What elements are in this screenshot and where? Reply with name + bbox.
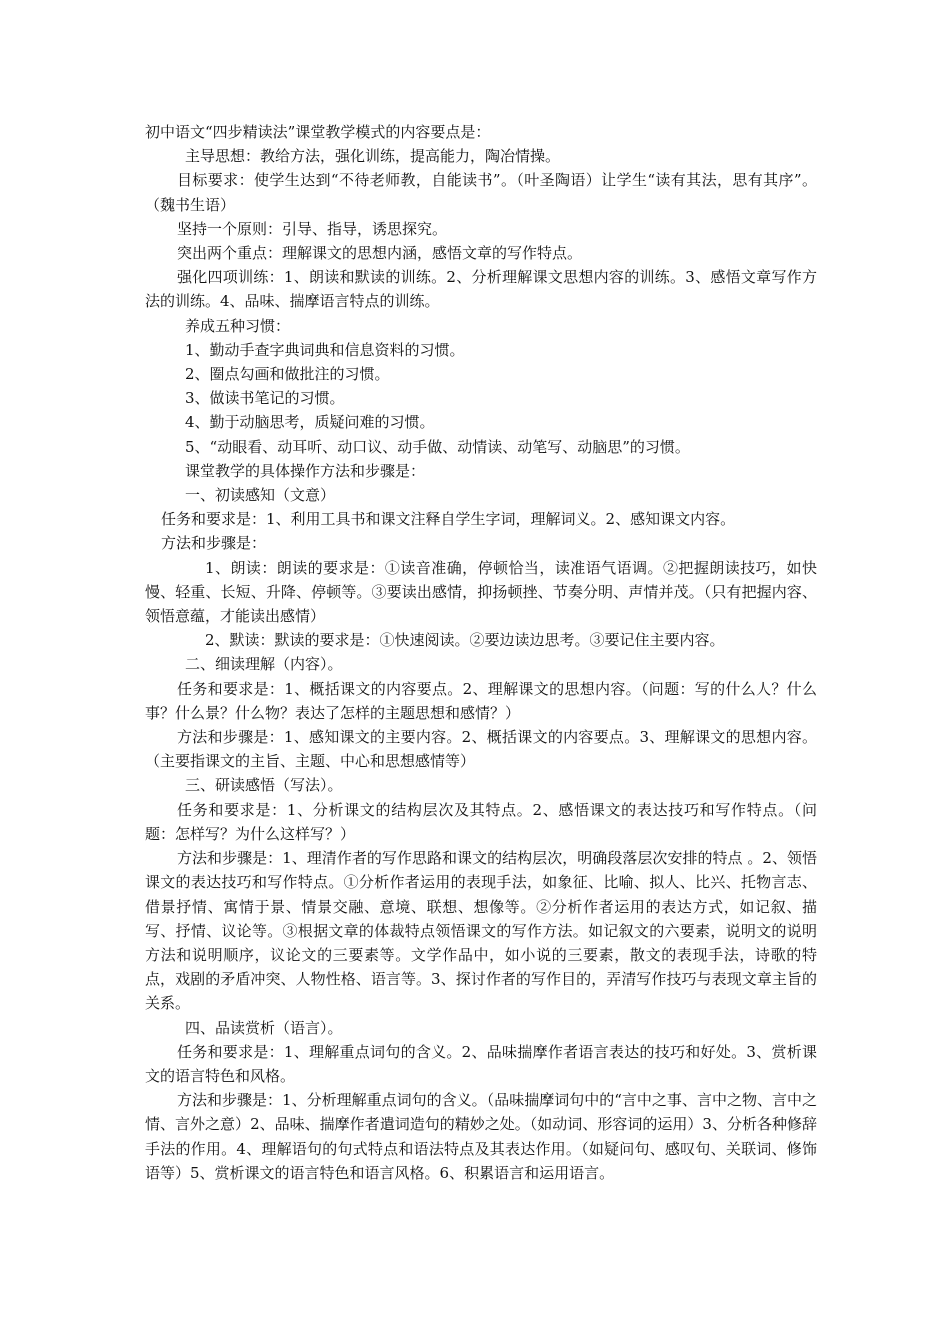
paragraph-training: 强化四项训练：1、朗读和默读的训练。2、分析理解课文思想内容的训练。3、感悟文章写作方法的训练。4、品味、揣摩语言特点的训练。 xyxy=(145,268,817,311)
list-item-habit-2: 2、圈点勾画和做批注的习惯。 xyxy=(185,365,390,384)
section-heading-2: 二、细读理解（内容）。 xyxy=(185,655,343,674)
paragraph-focus: 突出两个重点：理解课文的思想内涵，感悟文章的写作特点。 xyxy=(177,244,583,263)
paragraph-s4-method: 方法和步骤是：1、分析理解重点词句的含义。（品味揣摩词句中的“言中之事、言中之物、言中之情、言外之意）2、品味、揣摩作者遣词造句的精妙之处。（如动词、形容词的运用）3、分析各种修辞手法的作用。4、理解语句的句式特点和语法特点及其表达作用。（如疑问句、感叹句、关联词、修饰语等）5、赏析课文的语言特色和语言风格。6、积累语言和运用语言。 xyxy=(145,1091,817,1182)
paragraph-s1-task: 任务和要求是：1、利用工具书和课文注释自学生字词，理解词义。2、感知课文内容。 xyxy=(161,510,736,529)
paragraph-s2-task: 任务和要求是：1、概括课文的内容要点。2、理解课文的思想内容。（问题：写的什么人？什么事？什么景？什么物？表达了怎样的主题思想和感情？） xyxy=(145,679,817,722)
paragraph-principle: 坚持一个原则：引导、指导，诱思探究。 xyxy=(177,219,448,238)
document-page xyxy=(145,120,817,1185)
paragraph-s1-silent-read: 2、默读：默读的要求是：①快速阅读。②要边读边思考。③要记住主要内容。 xyxy=(205,631,725,650)
paragraph-goal: 目标要求：使学生达到“不待老师教，自能读书”。（叶圣陶语）让学生“读有其法，思有其序”。（魏书生语） xyxy=(145,171,817,214)
paragraph-main-idea: 主导思想：教给方法，强化训练，提高能力，陶冶情操。 xyxy=(185,147,561,166)
section-heading-4: 四、品读赏析（语言）。 xyxy=(185,1018,343,1037)
paragraph-habits-heading: 养成五种习惯： xyxy=(185,316,291,335)
section-heading-1: 一、初读感知（文意） xyxy=(185,486,336,505)
paragraph-s1-read-aloud: 1、朗读：朗读的要求是：①读音准确，停顿恰当，读准语气语调。②把握朗读技巧，如快慢、轻重、长短、升降、停顿等。③要读出感情，抑扬顿挫、节奏分明、声情并茂。（只有把握内容、领悟意蕴，才能读出感情） xyxy=(145,558,817,626)
list-item-habit-4: 4、勤于动脑思考，质疑问难的习惯。 xyxy=(185,413,435,432)
paragraph-s1-method: 方法和步骤是： xyxy=(161,534,267,553)
doc-title-line: 初中语文“四步精读法”课堂教学模式的内容要点是： xyxy=(145,123,491,141)
list-item-habit-1: 1、勤动手查字典词典和信息资料的习惯。 xyxy=(185,340,465,359)
paragraph-s3-method: 方法和步骤是：1、理清作者的写作思路和课文的结构层次，明确段落层次安排的特点 。2、领悟课文的表达技巧和写作特点。①分析作者运用的表现手法，如象征、比喻、拟人、比兴、托物言志、借景抒情、寓情于景、情景交融、意境、联想、想像等。②分析作者运用的表达方式，如记叙、描写、抒情、议论等。③根据文章的体裁特点领悟课文的写作方法。如记叙文的六要素，说明文的说明方法和说明顺序，议论文的三要素等。文学作品中，如小说的三要素，散文的表现手法，诗歌的特点，戏剧的矛盾冲突、人物性格、语言等。3、探讨作者的写作目的，弄清写作技巧与表现文章主旨的关系。 xyxy=(145,849,817,1013)
paragraph-s2-method: 方法和步骤是：1、感知课文的主要内容。2、概括课文的内容要点。3、理解课文的思想内容。（主要指课文的主旨、主题、中心和思想感情等） xyxy=(145,728,817,771)
paragraph-s3-task: 任务和要求是：1、分析课文的结构层次及其特点。2、感悟课文的表达技巧和写作特点。（问题：怎样写？为什么这样写？） xyxy=(145,800,817,843)
paragraph-steps-heading: 课堂教学的具体操作方法和步骤是： xyxy=(185,461,426,480)
section-heading-3: 三、研读感悟（写法）。 xyxy=(185,776,343,795)
list-item-habit-3: 3、做读书笔记的习惯。 xyxy=(185,389,345,408)
list-item-habit-5: 5、“动眼看、动耳听、动口议、动手做、动情读、动笔写、动脑思”的习惯。 xyxy=(185,437,690,456)
paragraph-s4-task: 任务和要求是：1、理解重点词句的含义。2、品味揣摩作者语言表达的技巧和好处。3、赏析课文的语言特色和风格。 xyxy=(145,1042,817,1085)
